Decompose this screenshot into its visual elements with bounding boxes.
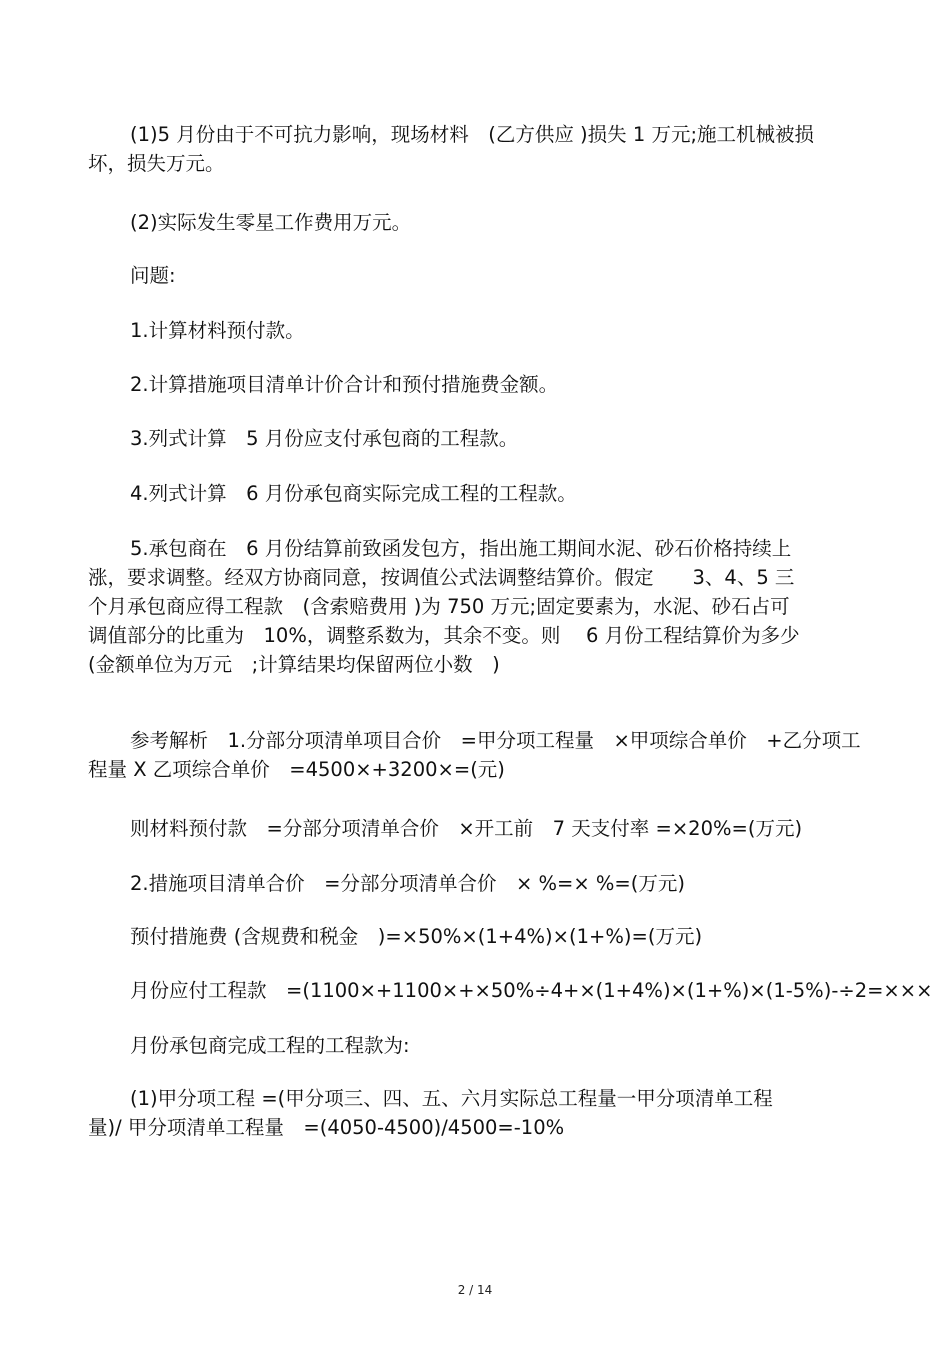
answer-2-prepaid xyxy=(88,922,905,951)
text-line: 涨，要求调整。经双方协商同意，按调值公式法调整结算价。假定 3、4、5 三 xyxy=(88,566,795,589)
text-line: 月份应付工程款 =(1100×+1100×+×50%÷4+×(1+4%)×(1+%)×(1-5%)-÷2=××× xyxy=(130,979,933,1002)
text-line: 程量 X 乙项综合单价 =4500×+3200×=(元) xyxy=(88,758,505,781)
answer-1 xyxy=(88,726,863,784)
text-line: 4.列式计算 6 月份承包商实际完成工程的工程款。 xyxy=(130,482,577,505)
text-line: 预付措施费 (含规费和税金 )=×50%×(1+4%)×(1+%)=(万元) xyxy=(130,925,703,948)
answer-1-advance xyxy=(88,814,905,843)
answer-3 xyxy=(88,976,933,1005)
answer-4-heading xyxy=(88,1031,905,1060)
text-line: (1)甲分项工程 =(甲分项三、四、五、六月实际总工程量一甲分项清单工程 xyxy=(130,1087,773,1110)
text-line: 调值部分的比重为 10%，调整系数为，其余不变。则 6 月份工程结算价为多少 xyxy=(88,624,800,647)
text-line: 坏，损失万元。 xyxy=(88,152,225,175)
question-5 xyxy=(88,534,863,679)
text-line: (1)5 月份由于不可抗力影响，现场材料 (乙方供应 )损失 1 万元;施工机械被损 xyxy=(130,123,815,146)
page-number: 2 / 14 xyxy=(457,1283,493,1297)
text-line: (2)实际发生零星工作费用万元。 xyxy=(130,211,412,234)
text-line: 参考解析 1.分部分项清单项目合价 =甲分项工程量 ×甲项综合单价 +乙分项工 xyxy=(130,729,861,752)
question-3 xyxy=(88,424,905,453)
text-line: 2.计算措施项目清单计价合计和预付措施费金额。 xyxy=(130,373,559,396)
question-2 xyxy=(88,370,905,399)
text-line: 2.措施项目清单合价 =分部分项清单合价 × %=× %=(万元) xyxy=(130,872,685,895)
paragraph-force-majeure xyxy=(88,120,863,178)
questions-heading xyxy=(88,261,905,290)
question-4 xyxy=(88,479,905,508)
text-line: 月份承包商完成工程的工程款为: xyxy=(130,1034,410,1057)
text-line: 个月承包商应得工程款 (含索赔费用 )为 750 万元;固定要素为，水泥、砂石占可 xyxy=(88,595,790,618)
question-1 xyxy=(88,316,905,345)
answer-2 xyxy=(88,869,905,898)
text-line: 3.列式计算 5 月份应支付承包商的工程款。 xyxy=(130,427,519,450)
paragraph-misc-work xyxy=(88,208,905,237)
answer-4-item-1 xyxy=(88,1084,863,1142)
text-line: 则材料预付款 =分部分项清单合价 ×开工前 7 天支付率 =×20%=(万元) xyxy=(130,817,803,840)
text-line: 问题: xyxy=(130,264,176,287)
text-line: 1.计算材料预付款。 xyxy=(130,319,305,342)
text-line: (金额单位为万元 ;计算结果均保留两位小数 ) xyxy=(88,653,500,676)
text-line: 5.承包商在 6 月份结算前致函发包方，指出施工期间水泥、砂石价格持续上 xyxy=(130,537,792,560)
text-line: 量)/ 甲分项清单工程量 =(4050-4500)/4500=-10% xyxy=(88,1116,565,1139)
